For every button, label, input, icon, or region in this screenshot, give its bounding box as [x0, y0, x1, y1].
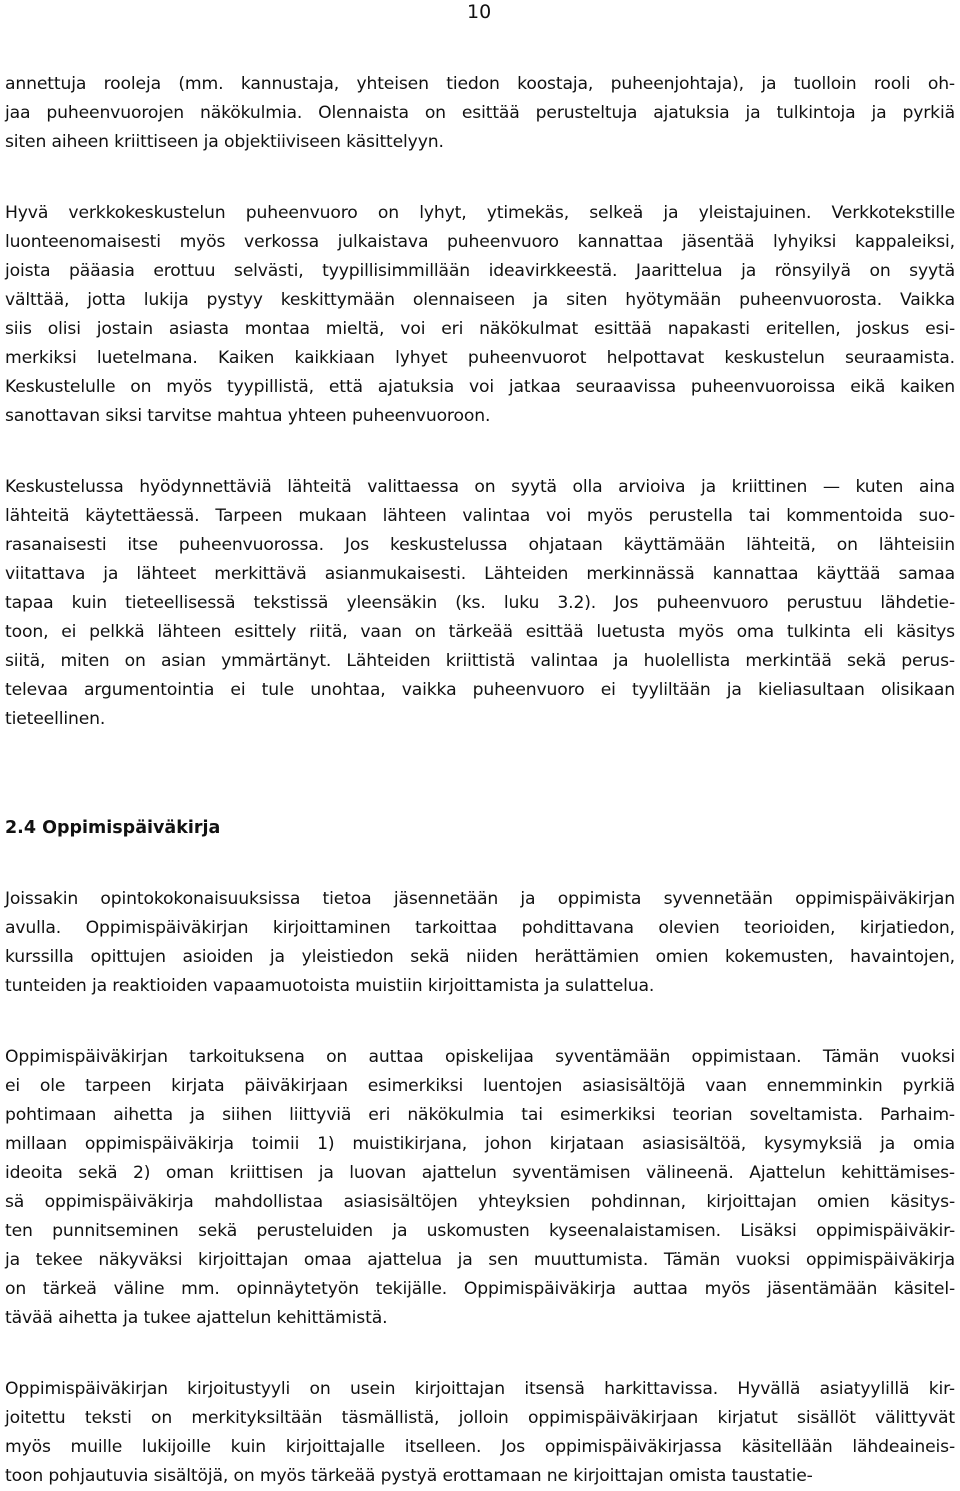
paragraph-spacer [5, 431, 955, 473]
text-line: Oppimispäiväkirjan kirjoitustyyli on usein kirjoittajan itsensä harkittavissa. Hyvällä asiatyylillä kir- [5, 1379, 955, 1399]
paragraph-spacer [5, 157, 955, 199]
paragraph [5, 885, 955, 1001]
page-number: 10 [467, 1, 492, 23]
text-line: Keskustelulle on myös tyypillistä, että ajatuksia voi jatkaa seuraavissa puheenvuoroissa eikä kaiken [5, 377, 955, 397]
text-line: Hyvä verkkokeskustelun puheenvuoro on lyhyt, ytimekäs, selkeä ja yleistajuinen. Verkkotekstille [5, 203, 955, 223]
text-line: rasanaisesti itse puheenvuorossa. Jos keskustelussa ohjataan käyttämään lähteitä, on lähteisiin [5, 535, 955, 555]
text-line: luonteenomaisesti myös verkossa julkaistava puheenvuoro kannattaa jäsentää lyhyiksi kappaleiksi, [5, 232, 955, 252]
text-line: annettuja rooleja (mm. kannustaja, yhteisen tiedon koostaja, puheenjohtaja), ja tuolloin rooli oh- [5, 74, 955, 94]
paragraph [5, 199, 955, 431]
text-line: myös muille lukijoille kuin kirjoittajalle itselleen. Jos oppimispäiväkirjassa käsitellään lähdeaineis- [5, 1437, 955, 1457]
text-line: ideoita sekä 2) oman kriittisen ja luovan ajattelun syventämisen välineenä. Ajattelun kehittämises- [5, 1163, 955, 1183]
text-line: sä oppimispäiväkirja mahdollistaa asiasisältöjen yhteyksien pohdinnan, kirjoittajan omien käsitys- [5, 1192, 955, 1212]
text-line: sanottavan siksi tarvitse mahtua yhteen puheenvuoroon. [5, 406, 491, 426]
text-line: siitä, miten on asian ymmärtänyt. Lähteiden kriittistä valintaa ja huolellista merkintää sekä perus- [5, 651, 955, 671]
section-after-heading [5, 885, 955, 1491]
text-line: tapaa kuin tieteellisessä tekstissä yleensäkin (ks. luku 3.2). Jos puheenvuoro perustuu lähdetie- [5, 593, 955, 613]
text-line: välttää, jotta lukija pystyy keskittymään olennaiseen ja siten hyötymään puheenvuorosta. Vaikka [5, 290, 955, 310]
text-line: ei ole tarpeen kirjata päiväkirjaan esimerkiksi luentojen asiasisältöjä vaan ennemminkin pyrkiä [5, 1076, 955, 1096]
text-line: kurssilla opittujen asioiden ja yleistiedon sekä niiden herättämien omien kokemusten, havaintojen, [5, 947, 955, 967]
text-line: Oppimispäiväkirjan tarkoituksena on auttaa opiskelijaa syventämään oppimistaan. Tämän vuoksi [5, 1047, 955, 1067]
text-line: Joissakin opintokokonaisuuksissa tietoa jäsennetään ja oppimista syvennetään oppimispäiväkirjan [5, 889, 955, 909]
text-line: viitattava ja lähteet merkittävä asianmukaisesti. Lähteiden merkinnässä kannattaa käyttää samaa [5, 564, 955, 584]
text-line: toon, ei pelkkä lähteen esittely riitä, vaan on tärkeää esittää luetusta myös oma tulkinta eli käsitys [5, 622, 955, 642]
document-body [5, 70, 955, 1491]
text-line: siten aiheen kriittiseen ja objektiiviseen käsittelyyn. [5, 132, 444, 152]
heading-spacer [5, 843, 955, 885]
text-line: jaa puheenvuorojen näkökulmia. Olennaista on esittää perusteltuja ajatuksia ja tulkintoja ja pyrkiä [5, 103, 955, 123]
text-line: ten punnitseminen sekä perusteluiden ja uskomusten kyseenalaistamisen. Lisäksi oppimispäiväkir- [5, 1221, 955, 1241]
text-line: siis olisi jostain asiasta montaa mieltä, voi eri näkökulmat esittää napakasti eritellen, joskus esi- [5, 319, 955, 339]
text-line: joitettu teksti on merkityksiltään täsmällistä, jolloin oppimispäiväkirjaan kirjatut sisällöt välittyvät [5, 1408, 955, 1428]
text-line: avulla. Oppimispäiväkirjan kirjoittaminen tarkoittaa pohdittavana olevien teorioiden, kirjatiedon, [5, 918, 955, 938]
text-line: tunteiden ja reaktioiden vapaamuotoista muistiin kirjoittamista ja sulattelua. [5, 976, 655, 996]
section-before-heading [5, 70, 955, 734]
text-line: lähteitä käytettäessä. Tarpeen mukaan lähteen valintaa voi myös perustella tai kommentoida suo- [5, 506, 955, 526]
text-line: tieteellinen. [5, 709, 106, 729]
paragraph [5, 70, 955, 157]
paragraph [5, 473, 955, 734]
text-line: on tärkeä väline mm. opinnäytetyön tekijälle. Oppimispäiväkirja auttaa myös jäsentämään käsitel- [5, 1279, 955, 1299]
section-heading: 2.4 Oppimispäiväkirja [5, 818, 221, 838]
text-line: Keskustelussa hyödynnettäviä lähteitä valittaessa on syytä olla arvioiva ja kriittinen — kuten aina [5, 477, 955, 497]
paragraph [5, 1375, 955, 1491]
section-spacer [5, 734, 955, 814]
text-line: pohtimaan aihetta ja siihen liittyviä eri näkökulmia tai esimerkiksi teorian soveltamista. Parhaim- [5, 1105, 955, 1125]
text-line: merkiksi luetelmana. Kaiken kaikkiaan lyhyet puheenvuorot helpottavat keskustelun seuraamista. [5, 348, 955, 368]
paragraph-spacer [5, 1333, 955, 1375]
text-line: joista pääasia erottuu selvästi, tyypillisimmillään ideavirkkeestä. Jaarittelua ja rönsyilyä on syytä [5, 261, 955, 281]
paragraph-spacer [5, 1001, 955, 1043]
text-line: toon pohjautuvia sisältöjä, on myös tärkeää pystyä erottamaan ne kirjoittajan omista taustatie- [5, 1466, 813, 1486]
text-line: televaa argumentointia ei tule unohtaa, vaikka puheenvuoro ei tyyliltään ja kieliasultaan olisikaan [5, 680, 955, 700]
text-line: tävää aihetta ja tukee ajattelun kehittämistä. [5, 1308, 388, 1328]
text-line: ja tekee näkyväksi kirjoittajan omaa ajattelua ja sen muuttumista. Tämän vuoksi oppimispäiväkirja [5, 1250, 955, 1270]
paragraph [5, 1043, 955, 1333]
text-line: millaan oppimispäiväkirja toimii 1) muistikirjana, johon kirjataan asiasisältöä, kysymyksiä ja omia [5, 1134, 955, 1154]
